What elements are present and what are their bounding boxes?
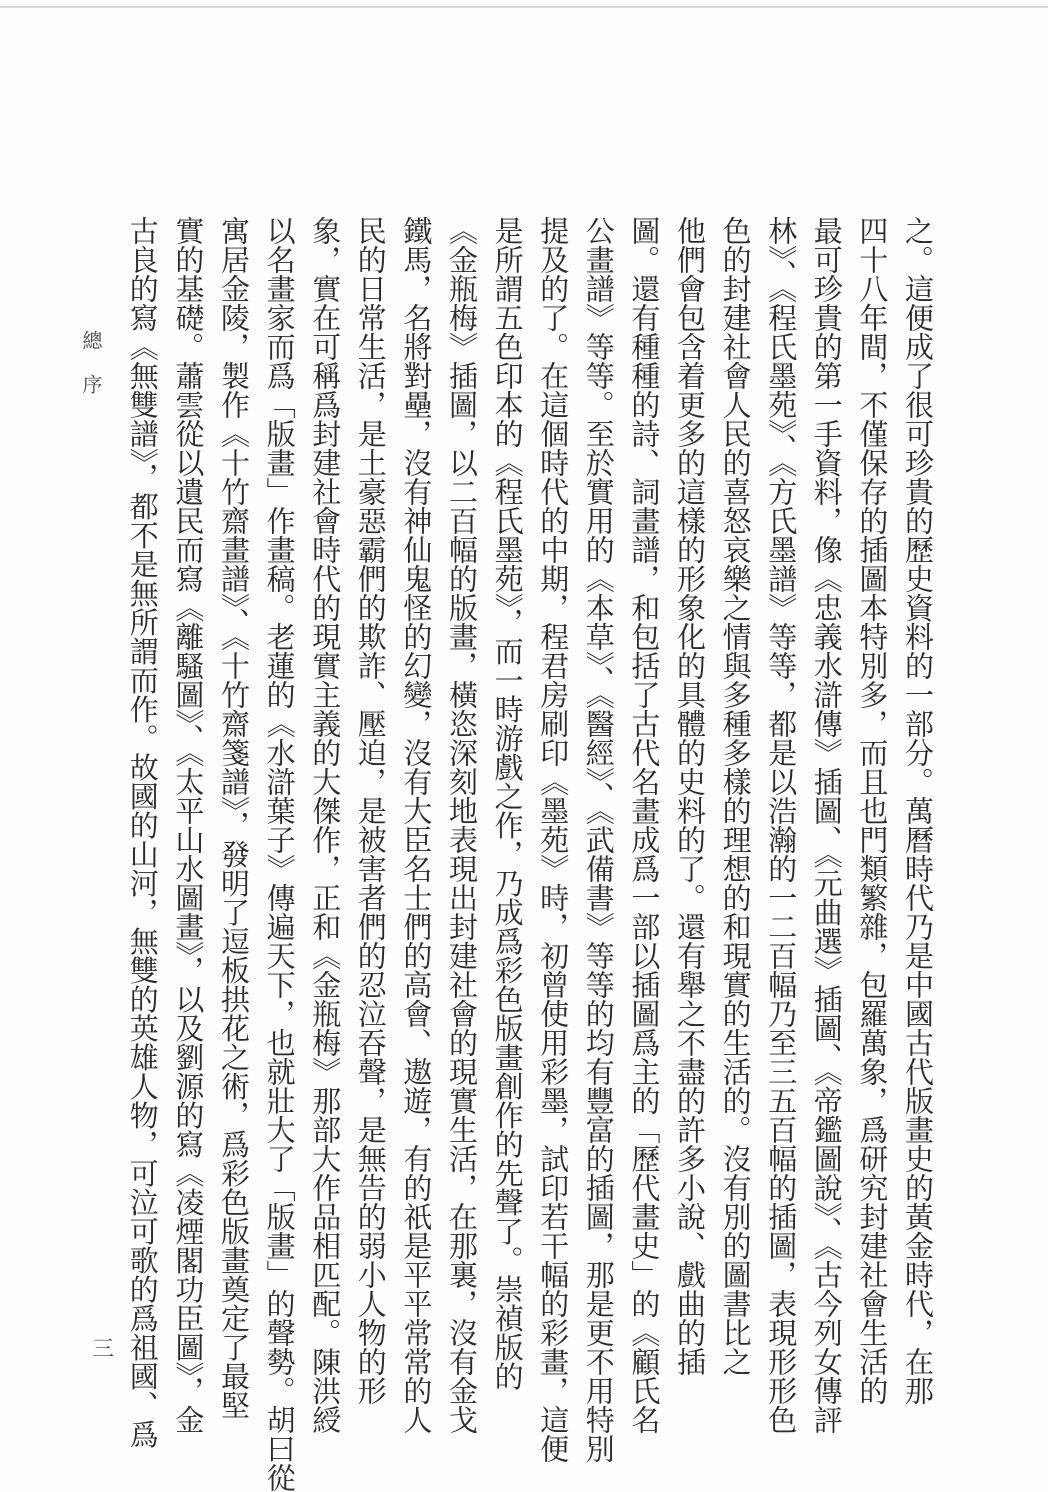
text-column: 林》、《程氏墨苑》、《方氏墨譜》等等，都是以浩瀚的一二百幅乃至三五百幅的插圖，表現形形色: [764, 216, 799, 1434]
text-column: 色的封建社會人民的喜怒哀樂之情與多種多樣的理想的和現實的生活的。沒有別的圖書比之: [718, 216, 753, 1376]
text-column: 實的基礎。蕭雲從以遺民而寫《離騷圖》、《太平山水圖畫》，以及劉源的寫《凌煙閣功臣圖》，金: [171, 216, 206, 1434]
text-column: 古良的寫《無雙譜》，都不是無所謂而作。故國的山河，無雙的英雄人物，可泣可歌的爲祖國、爲: [125, 216, 160, 1449]
text-column: 提及的了。在這個時代的中期，程君房刷印《墨苑》時，初曾使用彩墨，試印若干幅的彩畫，這便: [536, 216, 571, 1463]
text-column: 之。這便成了很可珍貴的歷史資料的一部分。萬曆時代乃是中國古代版畫史的黃金時代，在那: [901, 216, 935, 1405]
text-column: 《金瓶梅》插圖，以二百幅的版畫，橫恣深刻地表現出封建社會的現實生活，在那裏，沒有金戈: [445, 216, 479, 1434]
text-column: 民的日常生活，是土豪惡霸們的欺詐、壓迫，是被害者們的忍泣吞聲，是無告的弱小人物的形: [353, 216, 388, 1405]
text-column: 是所謂五色印本的《程氏墨苑》，而一時游戲之作，乃成爲彩色版畫創作的先聲了。崇禎版的: [490, 216, 525, 1391]
text-column: 寓居金陵，製作《十竹齋畫譜》、《十竹齋箋譜》，發明了逗板拱花之術，爲彩色版畫奠定了最堅: [217, 216, 251, 1420]
text-column: 象，實在可稱爲封建社會時代的現實主義的大傑作，正和《金瓶梅》那部大作品相匹配。陳洪綬: [308, 216, 343, 1434]
text-column: 他們會包含着更多的這樣的形象化的具體的史料的了。還有舉之不盡的許多小說、戲曲的插: [673, 216, 707, 1376]
text-column: 鐵馬，名將對壘，沒有神仙鬼怪的幻變，沒有大臣名士們的高會、遨遊，有的祇是平平常常的人: [399, 216, 434, 1434]
text-column: 圖。還有種種的詩、詞畫譜，和包括了古代名畫成爲一部以插圖爲主的「歷代畫史」的《顧氏名: [627, 216, 662, 1434]
text-column: 最可珍貴的第一手資料，像《忠義水滸傳》插圖、《元曲選》插圖、《帝鑑圖說》、《古今列女傳評: [809, 216, 844, 1434]
running-header: 總序: [79, 330, 103, 418]
page-number: 三: [92, 1337, 115, 1362]
text-column: 四十八年間，不僅保存的插圖本特別多，而且也門類繁雜，包羅萬象，爲研究封建社會生活的: [855, 216, 890, 1405]
text-column: 公畫譜》等等。至於實用的《本草》、《醫經》、《武備書》等等的均有豐富的插圖，那是更不用特別: [581, 216, 616, 1463]
text-column: 以名畫家而爲「版畫」作畫稿。老蓮的《水滸葉子》傳遍天下，也就壯大了「版畫」的聲勢。胡曰從: [262, 216, 297, 1492]
scan-edge-line: [0, 6, 1048, 8]
